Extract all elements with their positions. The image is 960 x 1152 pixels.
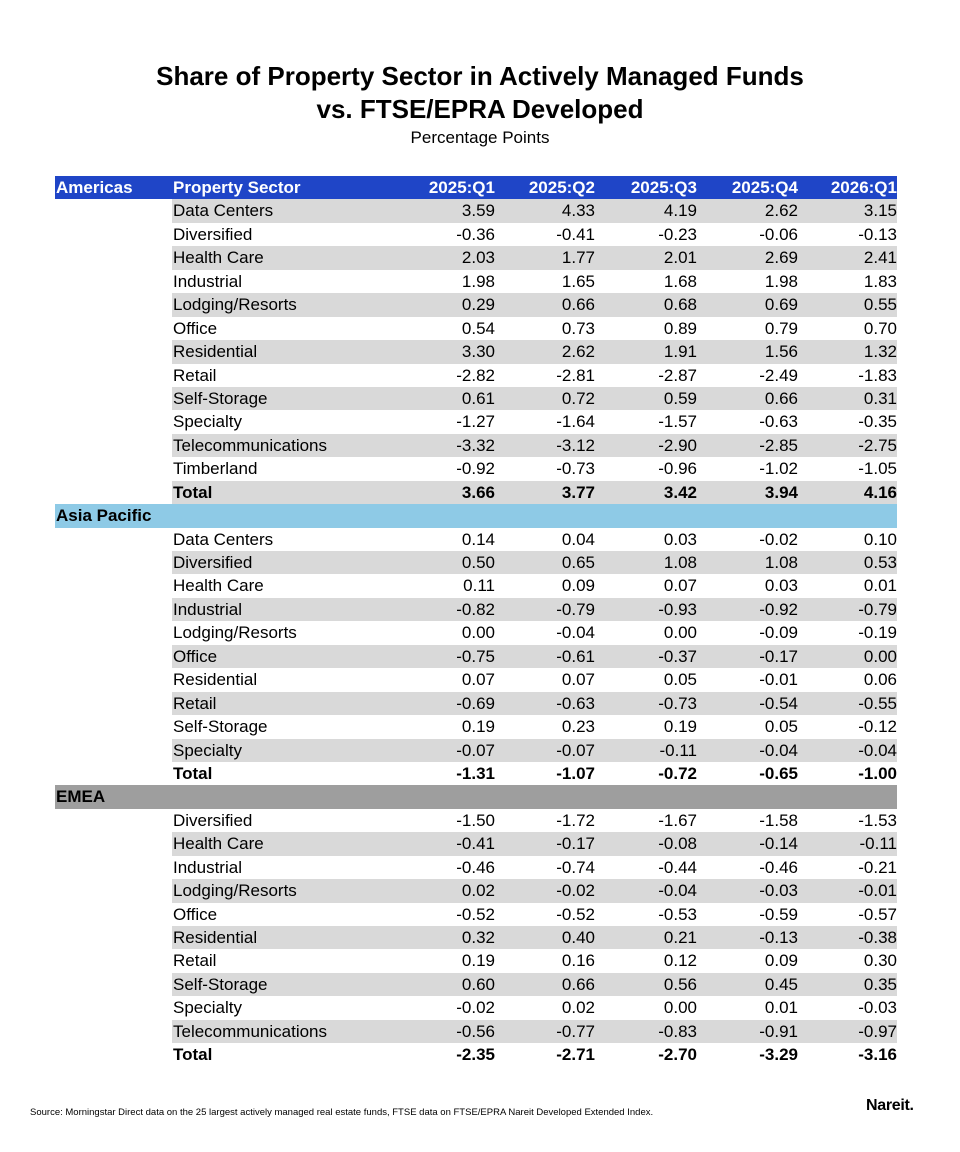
value-cell: 0.69 — [764, 295, 798, 315]
value-cell: -0.79 — [858, 599, 897, 619]
value-cell: -0.19 — [858, 623, 897, 643]
table-row — [55, 645, 897, 668]
value-cell: 1.65 — [561, 271, 595, 291]
table-row — [55, 949, 897, 972]
value-cell: 0.50 — [461, 553, 495, 572]
value-cell: 0.66 — [561, 974, 595, 994]
value-cell: 0.00 — [663, 998, 697, 1018]
region-band-fill — [55, 504, 897, 527]
value-cell: -0.23 — [658, 224, 697, 244]
value-cell: -0.63 — [759, 412, 798, 432]
table-row — [55, 598, 897, 621]
value-cell: 0.23 — [561, 717, 595, 737]
value-cell: 0.79 — [764, 318, 798, 338]
table-row — [55, 809, 897, 832]
value-cell: -1.83 — [858, 365, 897, 385]
value-cell: 0.61 — [461, 388, 495, 408]
value-cell: -0.04 — [759, 740, 798, 760]
value-cell: -0.06 — [759, 224, 798, 244]
value-cell: 4.19 — [663, 201, 697, 221]
value-cell: -0.02 — [759, 529, 798, 549]
value-cell: 0.70 — [863, 318, 897, 338]
value-cell: -0.04 — [556, 623, 595, 643]
value-cell: -0.73 — [556, 459, 595, 479]
value-cell: -0.52 — [556, 904, 595, 924]
value-cell: 0.21 — [663, 928, 697, 947]
value-cell: 0.29 — [461, 295, 495, 315]
sector-label: Industrial — [173, 857, 242, 877]
total-row-americas — [55, 481, 897, 504]
table-row — [55, 668, 897, 691]
value-cell: 0.00 — [663, 623, 697, 643]
value-cell: -1.05 — [858, 459, 897, 479]
region-band-emea — [55, 785, 897, 808]
region-band-fill — [55, 785, 897, 808]
value-cell: 1.83 — [863, 271, 897, 291]
value-cell: 0.00 — [461, 623, 495, 643]
value-cell: 1.98 — [461, 271, 495, 291]
value-cell: 2.62 — [764, 201, 798, 221]
value-cell: 3.59 — [461, 201, 495, 221]
value-cell: 0.02 — [561, 998, 595, 1018]
sector-label: Specialty — [173, 412, 242, 432]
value-cell: -0.83 — [658, 1021, 697, 1041]
table-header-row — [55, 176, 897, 199]
chart-title — [0, 60, 960, 126]
value-cell: 0.10 — [863, 529, 897, 549]
value-cell: -0.92 — [759, 599, 798, 619]
value-cell: 2.01 — [663, 248, 697, 268]
sector-label: Retail — [173, 365, 217, 385]
value-cell: 2.03 — [461, 248, 495, 268]
table-row — [55, 223, 897, 246]
header-region: Americas — [56, 178, 133, 197]
value-cell: -0.11 — [659, 740, 697, 760]
value-cell: -0.44 — [658, 857, 697, 877]
sector-label: Retail — [173, 693, 217, 713]
table-row — [55, 621, 897, 644]
table-row — [55, 246, 897, 269]
value-cell: -2.90 — [658, 435, 697, 455]
value-cell: -0.82 — [456, 599, 495, 619]
value-cell: -2.71 — [556, 1045, 595, 1065]
sector-label: Diversified — [173, 224, 253, 244]
value-cell: -0.54 — [759, 693, 798, 713]
sector-label: Diversified — [173, 810, 253, 830]
value-cell: -0.03 — [759, 881, 798, 901]
table-row — [55, 692, 897, 715]
data-table — [55, 176, 897, 1067]
value-cell: 0.53 — [863, 553, 897, 572]
header-col-4: 2025:Q4 — [731, 178, 798, 197]
sector-label: Lodging/Resorts — [173, 881, 297, 901]
header-col-3: 2025:Q3 — [630, 178, 697, 197]
value-cell: -0.77 — [556, 1021, 595, 1041]
value-cell: 0.30 — [863, 951, 897, 971]
value-cell: 0.16 — [561, 951, 595, 971]
table-row — [55, 434, 897, 457]
value-cell: -2.85 — [759, 435, 798, 455]
header-col-5: 2026:Q1 — [830, 178, 897, 197]
value-cell: -1.58 — [759, 810, 798, 830]
value-cell: -2.81 — [556, 365, 595, 385]
header-col-1: 2025:Q1 — [428, 178, 495, 197]
value-cell: -0.46 — [759, 857, 798, 877]
table-row — [55, 574, 897, 597]
region-label: Asia Pacific — [56, 506, 152, 526]
value-cell: -0.91 — [759, 1021, 798, 1041]
sector-label: Industrial — [173, 271, 242, 291]
value-cell: -0.92 — [456, 459, 495, 479]
sector-label: Office — [173, 646, 218, 666]
sector-label: Diversified — [173, 553, 253, 572]
value-cell: 0.54 — [461, 318, 495, 338]
value-cell: -0.04 — [858, 740, 897, 760]
value-cell: -0.55 — [858, 693, 897, 713]
value-cell: 0.73 — [561, 318, 595, 338]
value-cell: 0.07 — [461, 670, 495, 690]
value-cell: 3.66 — [461, 482, 495, 502]
table-row — [55, 856, 897, 879]
table-row — [55, 528, 897, 551]
table-row — [55, 879, 897, 902]
value-cell: 0.19 — [461, 951, 495, 971]
value-cell: -0.52 — [456, 904, 495, 924]
value-cell: 0.01 — [764, 998, 798, 1018]
value-cell: 0.14 — [461, 529, 495, 549]
value-cell: 0.55 — [863, 295, 897, 315]
value-cell: -0.59 — [759, 904, 798, 924]
value-cell: 1.32 — [863, 342, 897, 362]
value-cell: 0.66 — [764, 388, 798, 408]
value-cell: -0.41 — [556, 224, 595, 244]
value-cell: -0.11 — [859, 834, 897, 854]
value-cell: -0.65 — [759, 763, 798, 783]
value-cell: -1.31 — [456, 763, 495, 783]
value-cell: -0.41 — [456, 834, 495, 854]
sector-label: Office — [173, 318, 218, 338]
value-cell: -0.56 — [456, 1021, 495, 1041]
value-cell: -0.36 — [456, 224, 495, 244]
value-cell: -1.57 — [658, 412, 697, 432]
value-cell: -3.16 — [858, 1045, 897, 1065]
value-cell: -0.96 — [658, 459, 697, 479]
value-cell: 0.89 — [663, 318, 697, 338]
value-cell: -0.73 — [658, 693, 697, 713]
value-cell: -0.37 — [658, 646, 697, 666]
header-sector: Property Sector — [173, 178, 301, 197]
value-cell: -0.01 — [858, 881, 897, 901]
sector-label: Data Centers — [173, 529, 274, 549]
table-row — [55, 715, 897, 738]
source-note: Source: Morningstar Direct data on the 25 largest actively managed real estate funds, FTSE data on FTSE/EPRA Nareit Developed Extended Index. — [30, 1107, 654, 1118]
value-cell: 1.77 — [561, 248, 595, 268]
value-cell: 3.42 — [663, 482, 697, 502]
region-label: EMEA — [56, 787, 106, 807]
table-row — [55, 903, 897, 926]
nareit-logo: Nareit. — [866, 1097, 914, 1114]
value-cell: 2.62 — [561, 342, 595, 362]
total-label: Total — [173, 482, 213, 502]
table-row — [55, 364, 897, 387]
value-cell: -1.53 — [858, 810, 897, 830]
table-row — [55, 340, 897, 363]
value-cell: -0.46 — [456, 857, 495, 877]
value-cell: -2.70 — [658, 1045, 697, 1065]
value-cell: 0.07 — [663, 576, 697, 596]
table-row — [55, 1020, 897, 1043]
sector-label: Timberland — [173, 459, 258, 479]
total-label: Total — [173, 763, 213, 783]
sector-label: Self-Storage — [173, 717, 268, 737]
value-cell: -2.82 — [456, 365, 495, 385]
value-cell: 0.04 — [561, 529, 595, 549]
sector-label: Industrial — [173, 599, 242, 619]
value-cell: 0.19 — [663, 717, 697, 737]
value-cell: -0.63 — [556, 693, 595, 713]
value-cell: 0.05 — [663, 670, 697, 690]
value-cell: -2.75 — [858, 435, 897, 455]
value-cell: 1.08 — [764, 553, 798, 572]
sector-label: Lodging/Resorts — [173, 295, 297, 315]
value-cell: 0.35 — [863, 974, 897, 994]
value-cell: -0.69 — [456, 693, 495, 713]
value-cell: 0.06 — [863, 670, 897, 690]
value-cell: -0.61 — [556, 646, 595, 666]
sector-label: Office — [173, 904, 218, 924]
value-cell: -0.04 — [658, 881, 697, 901]
value-cell: -0.93 — [658, 599, 697, 619]
value-cell: -0.72 — [658, 763, 697, 783]
sector-label: Telecommunications — [173, 435, 328, 455]
value-cell: -1.72 — [556, 810, 595, 830]
value-cell: -3.12 — [556, 435, 595, 455]
sector-label: Specialty — [173, 740, 242, 760]
value-cell: -0.09 — [759, 623, 798, 643]
value-cell: 3.15 — [863, 201, 897, 221]
value-cell: 0.00 — [863, 646, 897, 666]
value-cell: 0.12 — [663, 951, 697, 971]
value-cell: 0.60 — [461, 974, 495, 994]
value-cell: 1.08 — [663, 553, 697, 572]
table-row — [55, 410, 897, 433]
chart-subtitle: Percentage Points — [410, 128, 550, 147]
value-cell: 0.19 — [461, 717, 495, 737]
value-cell: 0.03 — [663, 529, 697, 549]
value-cell: -0.03 — [858, 998, 897, 1018]
value-cell: -0.12 — [858, 717, 897, 737]
total-row-asia-pacific — [55, 762, 897, 785]
value-cell: 1.91 — [663, 342, 697, 362]
header-col-2: 2025:Q2 — [528, 178, 595, 197]
value-cell: 1.56 — [764, 342, 798, 362]
value-cell: -0.17 — [556, 834, 595, 854]
value-cell: 0.32 — [461, 928, 495, 947]
sector-label: Health Care — [173, 834, 264, 854]
value-cell: -1.67 — [658, 810, 697, 830]
value-cell: 0.31 — [863, 388, 897, 408]
value-cell: -0.07 — [456, 740, 495, 760]
table-row — [55, 996, 897, 1019]
value-cell: 1.68 — [663, 271, 697, 291]
sector-label: Self-Storage — [173, 388, 268, 408]
value-cell: -0.17 — [759, 646, 798, 666]
sector-label: Telecommunications — [173, 1021, 328, 1041]
sector-label: Retail — [173, 951, 217, 971]
value-cell: -0.13 — [759, 928, 798, 947]
sector-label: Residential — [173, 342, 258, 362]
value-cell: -0.07 — [556, 740, 595, 760]
value-cell: -0.35 — [858, 412, 897, 432]
value-cell: -2.49 — [759, 365, 798, 385]
value-cell: -0.21 — [858, 857, 897, 877]
value-cell: 0.05 — [764, 717, 798, 737]
value-cell: -1.02 — [759, 459, 798, 479]
value-cell: 0.45 — [764, 974, 798, 994]
value-cell: 0.07 — [561, 670, 595, 690]
value-cell: 0.65 — [561, 553, 595, 572]
value-cell: 2.41 — [863, 248, 897, 268]
value-cell: 1.98 — [764, 271, 798, 291]
value-cell: -0.74 — [556, 857, 595, 877]
table-row — [55, 270, 897, 293]
table-row — [55, 832, 897, 855]
value-cell: -0.02 — [456, 998, 495, 1018]
value-cell: 0.09 — [764, 951, 798, 971]
value-cell: 3.77 — [561, 482, 595, 502]
value-cell: -2.35 — [456, 1045, 495, 1065]
value-cell: -0.14 — [759, 834, 798, 854]
value-cell: 0.11 — [463, 576, 495, 596]
sector-label: Lodging/Resorts — [173, 623, 297, 643]
value-cell: -0.75 — [456, 646, 495, 666]
total-row-emea — [55, 1043, 897, 1066]
table-row — [55, 317, 897, 340]
sector-label: Self-Storage — [173, 974, 268, 994]
title-line-2: vs. FTSE/EPRA Developed — [316, 94, 644, 124]
value-cell: -0.38 — [858, 928, 897, 947]
sector-label: Residential — [173, 670, 258, 690]
sector-label: Health Care — [173, 576, 264, 596]
value-cell: -0.01 — [759, 670, 798, 690]
value-cell: 0.09 — [561, 576, 595, 596]
table-row — [55, 739, 897, 762]
value-cell: -1.64 — [556, 412, 595, 432]
value-cell: 0.66 — [561, 295, 595, 315]
value-cell: -0.53 — [658, 904, 697, 924]
value-cell: 4.16 — [863, 482, 897, 502]
value-cell: 2.69 — [764, 248, 798, 268]
value-cell: -0.08 — [658, 834, 697, 854]
value-cell: -1.00 — [858, 763, 897, 783]
value-cell: 3.94 — [764, 482, 798, 502]
value-cell: 0.03 — [764, 576, 798, 596]
table-row — [55, 457, 897, 480]
sector-label: Health Care — [173, 248, 264, 268]
value-cell: -3.32 — [456, 435, 495, 455]
value-cell: -0.57 — [858, 904, 897, 924]
value-cell: -1.07 — [556, 763, 595, 783]
table-row — [55, 293, 897, 316]
sector-label: Residential — [173, 928, 258, 947]
value-cell: 0.72 — [561, 388, 595, 408]
value-cell: -0.13 — [858, 224, 897, 244]
sector-label: Specialty — [173, 998, 242, 1018]
value-cell: 0.68 — [663, 295, 697, 315]
total-label: Total — [173, 1045, 213, 1065]
value-cell: 4.33 — [561, 201, 595, 221]
table-row — [55, 199, 897, 222]
value-cell: -0.79 — [556, 599, 595, 619]
table-row — [55, 926, 897, 949]
value-cell: 3.30 — [461, 342, 495, 362]
region-band-asia-pacific — [55, 504, 897, 527]
value-cell: 0.01 — [863, 576, 897, 596]
value-cell: 0.40 — [561, 928, 595, 947]
value-cell: -1.27 — [456, 412, 495, 432]
table-row — [55, 551, 897, 574]
value-cell: -1.50 — [456, 810, 495, 830]
value-cell: -0.97 — [858, 1021, 897, 1041]
table-row — [55, 387, 897, 410]
title-line-1: Share of Property Sector in Actively Managed Funds — [156, 61, 804, 91]
value-cell: 0.56 — [663, 974, 697, 994]
sector-label: Data Centers — [173, 201, 274, 221]
value-cell: -0.02 — [556, 881, 595, 901]
value-cell: -3.29 — [759, 1045, 798, 1065]
table-row — [55, 973, 897, 996]
value-cell: -2.87 — [658, 365, 697, 385]
value-cell: 0.59 — [663, 388, 697, 408]
value-cell: 0.02 — [461, 881, 495, 901]
